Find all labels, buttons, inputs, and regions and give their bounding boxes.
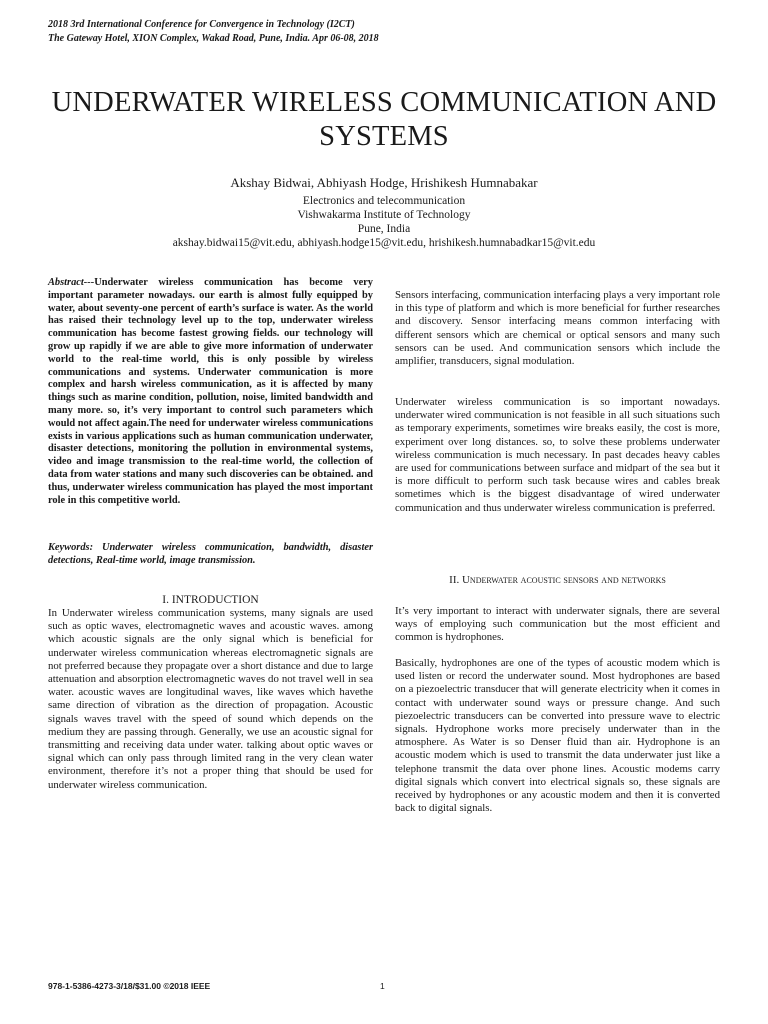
abstract-label: Abstract--- [48,277,95,288]
affiliation-location: Pune, India [357,223,411,235]
keywords: Keywords: Underwater wireless communication, bandwidth, disaster detections, Real-time world, image transmission. [48,542,373,566]
affiliation-emails: akshay.bidwai15@vit.edu, abhiyash.hodge15@vit.edu, hrishikesh.humnabadkar15@vit.edu [172,237,596,249]
page-number: 1 [380,981,385,991]
author-list: Akshay Bidwai, Abhiyash Hodge, Hrishikesh Humnabakar [230,175,538,190]
section-1-heading: I. INTRODUCTION [162,594,259,606]
section-2-heading: II. Underwater acoustic sensors and networks [449,574,666,586]
conference-header [48,18,379,46]
abstract [48,277,373,507]
affiliation-institute: Vishwakarma Institute of Technology [297,209,471,221]
conference-name: 2018 3rd International Conference for Convergence in Technology (I2CT) [48,19,355,30]
affiliation-dept: Electronics and telecommunication [302,195,466,207]
section-2-paragraph-1: It’s very important to interact with underwater signals, there are several ways of employing such communication but the most efficient and common is hydrophones. [395,605,720,644]
abstract-text: Underwater wireless communication has become very important parameter nowadays. our earth is almost fully equipped by water, about seventy-one percent of earth’s surface is water. As the world has raised their technology level up to the top, underwater wireless communication has become fastest growing fields. our technology will grow up rapidly if we are able to give more information of underwater world to the real-time world, this is only possible by wireless communications and systems. Underwater communication is more complex and harsh wireless communication, as it is affected by many things such as marine condition, pollution, noise, limited bandwidth and many more. so, it’s very important to control such parameters which would not affect again.The need for underwater wireless communications exists in various applications such as human communication underwater, disaster detections, monitoring the pollution in environmental systems, video and image transmission to the real-time world, the collection of data from water stations and many such discoveries can be obtained. and thus, underwater wireless communication has played the most important role in this competitive world. [48,277,373,506]
conference-venue: The Gateway Hotel, XION Complex, Wakad Road, Pune, India. Apr 06-08, 2018 [48,33,379,44]
column-2-paragraph-1: Sensors interfacing, communication interfacing plays a very important role in this type of platform and which is more beneficial for further researches and discovery. Sensor interfacing means common interfacing with different sensors which are chemical or optical sensors and many such sensors can be used. And communication sensors which include the amplifier, transducers, signal modulation. [395,289,720,368]
footer-isbn: 978-1-5386-4273-3/18/$31.00 ©2018 IEEE [48,981,211,991]
column-2-paragraph-2: Underwater wireless communication is so important nowadays. underwater wired communication is not feasible in all such situations such as temporary experiments, sometimes wire breaks easily, the cost is more, experiment over long distances. so, to solve these problems underwater wireless communication is much necessary. In past decades heavy cables are used for communications between surface and midpart of the sea but it is more difficult to perform such task because wires and cables break sometimes which is the biggest disadvantage of wired underwater communication and thus underwater wireless communication is preferred. [395,396,720,514]
section-2-paragraph-2: Basically, hydrophones are one of the types of acoustic modem which is used listen or record the underwater sound. Most hydrophones are based on a piezoelectric transducer that will generate electricity when it comes in contact with underwater sound ways or pressure change. And such piezoelectric transducers can be converted into pressure wave to electric signals. Hydrophone works more precisely underwater than in the atmosphere. As Water is so Denser fluid than air. Hydrophone is an acoustic modem which is used to transmit the data underwater just like a telephone transmit the data over phone lines. Acoustic modems carry digital signals which convert into electrical signals so, these signals are received by hydrophones or any acoustic modem and then it is converted back to digital signals. [395,657,720,815]
affiliation-block [0,194,768,250]
section-1-paragraph: In Underwater wireless communication systems, many signals are used such as optic waves, electromagnetic waves and acoustic waves. among which acoustic signals are the only signal which is beneficial for underwater wireless communication whereas electromagnetic signals are not preferred because they propagate over a short distance and due to large attenuation and absorption electromagnetic waves do not travel well in sea water. acoustic waves are longitudinal waves, like waves which havethe same direction of vibration as the direction of propagation. Acoustic signals waves travel with the speed of sound which depends on the medium they are passing through. Generally, we use an acoustic signal for transmitting and receiving data under water. talking about optic waves or signal which can only pass through limited rang in the very clean water environment, therefore it’s not a proper thing that should be used for underwater wireless communication. [48,607,373,791]
paper-title: UNDERWATER WIRELESS COMMUNICATION AND SYSTEMS [51,87,717,152]
